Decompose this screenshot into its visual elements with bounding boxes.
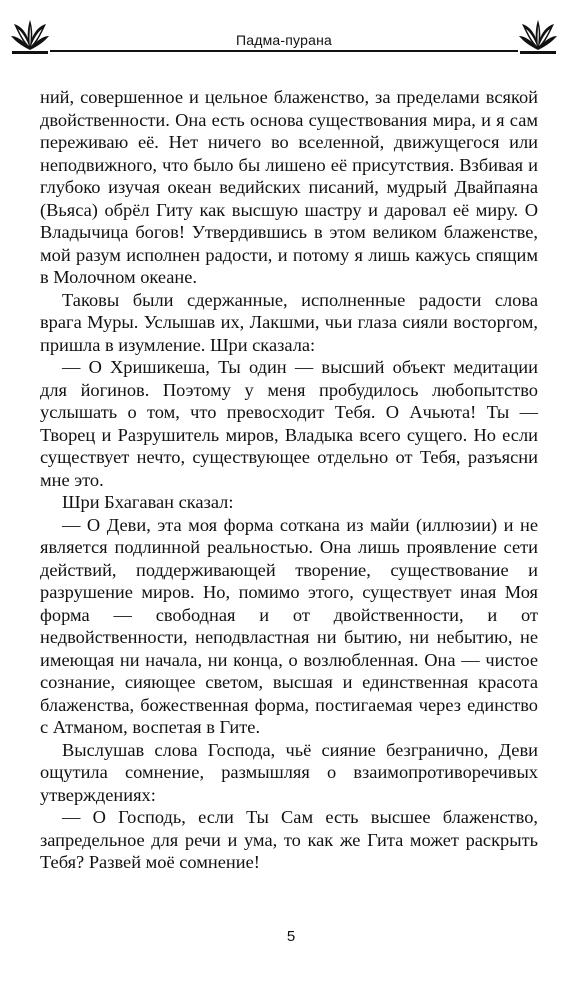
- paragraph: — О Хришикеша, Ты один — высший объект медитации для йогинов. Поэтому у меня пробудилось любопытство услышать о том, что превосходит Тебя. О Ачьюта! Ты — Творец и Разрушитель миров, Владыка всего сущего. Но если существует нечто, существующее отдельно от Тебя, разъясни мне это.: [40, 357, 538, 490]
- paragraph: Выслушав слова Господа, чьё сияние безгранично, Деви ощутила сомнение, размышляя о взаимопротиворечивых утверждениях:: [40, 739, 538, 805]
- lotus-ornament-icon: [518, 16, 558, 56]
- body-text: [40, 86, 538, 874]
- header-rule: [50, 50, 518, 52]
- paragraph: ний, совершенное и цельное блаженство, за пределами всякой двойственности. Она есть основа существования мира, и я сам переживаю её. Нет ничего во вселенной, движущегося или неподвижного, что было бы лишено её присутствия. Взбивая и глубоко изучая океан ведийских писаний, мудрый Двайпаяна (Вьяса) обрёл Гиту как высшую шастру и даровал её миру. О Владычица богов! Утвердившись в этом великом блаженстве, мой разум исполнен радости, и потому я лишь кажусь спящим в Молочном океане.: [40, 87, 538, 287]
- paragraph: — О Деви, эта моя форма соткана из майи (иллюзии) и не является подлинной реальностью. Она лишь проявление сети действий, поддерживающей творение, существование и разрушение миров. Но, помимо этого, существует иная Моя форма — свободная и от двойственности, и от недвойственности, неподвластная ни бытию, ни небытию, не имеющая ни начала, ни конца, о возлюбленная. Она — чистое сознание, сияющее светом, высшая и единственная красота блаженства, божественная форма, постигаемая через единство с Атманом, воспетая в Гите.: [40, 514, 538, 737]
- paragraph: — О Господь, если Ты Сам есть высшее блаженство, запредельное для речи и ума, то как же Гита может раскрыть Тебя? Развей моё сомнение!: [40, 807, 538, 872]
- paragraph: Таковы были сдержанные, исполненные радости слова врага Муры. Услышав их, Лакшми, чьи глаза сияли восторгом, пришла в изумление. Шри сказала:: [40, 289, 538, 355]
- running-title: Падма-пурана: [235, 32, 332, 48]
- page-number: 5: [286, 928, 296, 945]
- paragraph: Шри Бхагаван сказал:: [62, 492, 234, 512]
- running-header: [10, 16, 558, 54]
